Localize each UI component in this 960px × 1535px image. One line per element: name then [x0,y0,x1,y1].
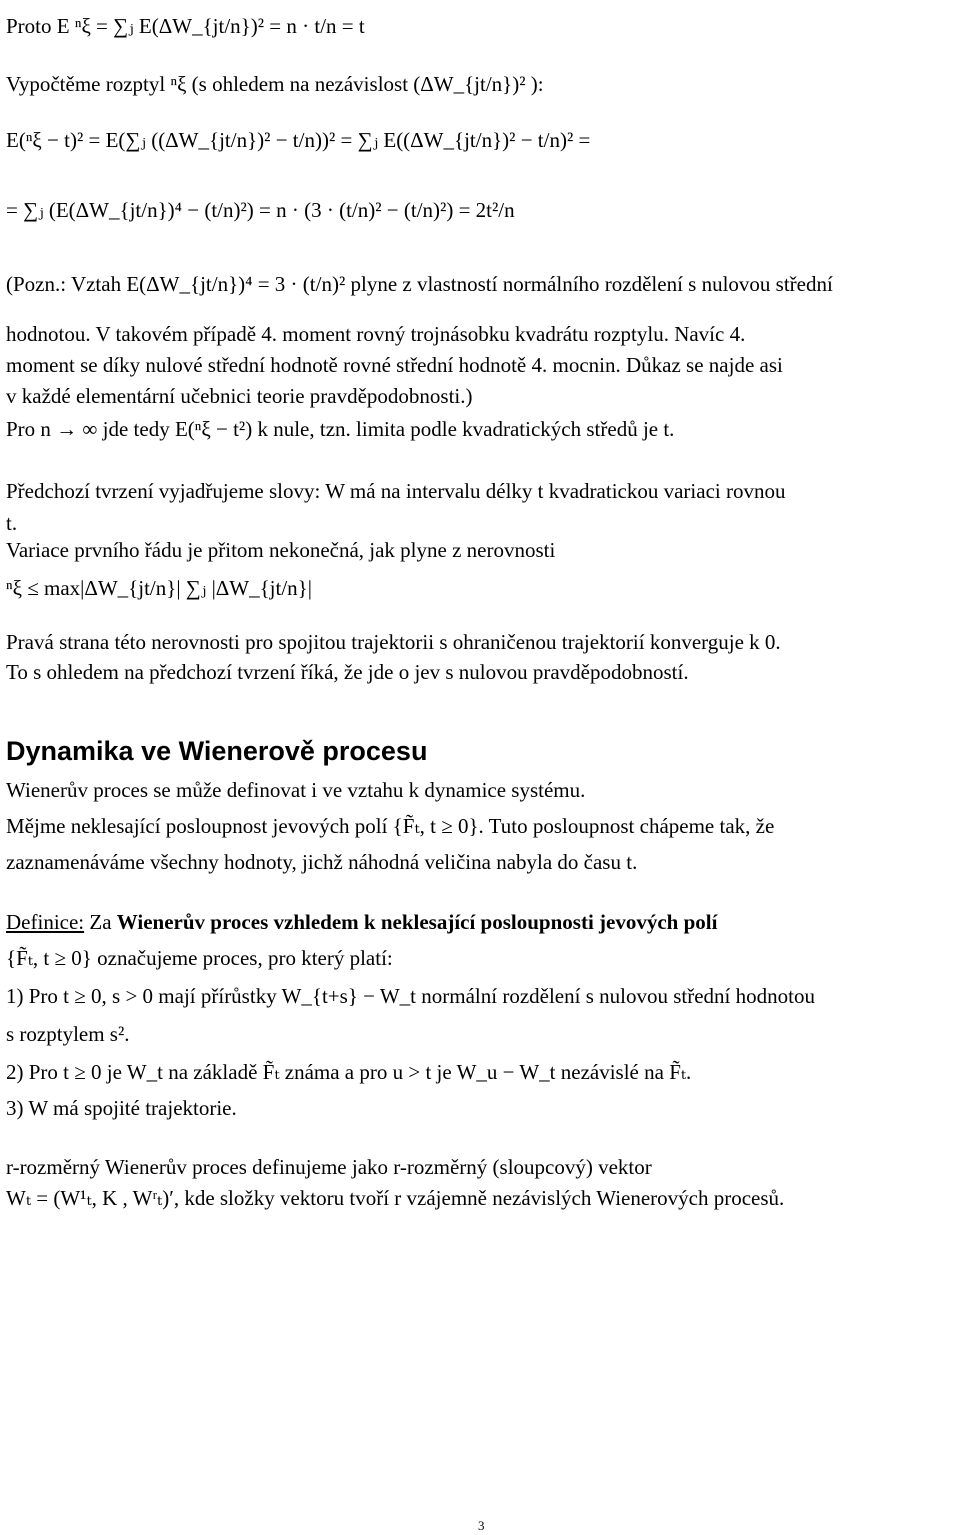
text-line: v každé elementární učebnici teorie pravděpodobnosti.) [6,384,473,408]
equation-line: E(ⁿξ − t)² = E(∑ⱼ ((ΔW_{jt/n})² − t/n))² = ∑ⱼ E((ΔW_{jt/n})² − t/n)² = [6,128,591,152]
text-line: s rozptylem s². [6,1022,130,1046]
definition-pre: Za [84,910,117,934]
text-line: Předchozí tvrzení vyjadřujeme slovy: W má na intervalu délky t kvadratickou variaci rovnou [6,479,786,503]
list-item: 1) Pro t ≥ 0, s > 0 mají přírůstky W_{t+s} − W_t normální rozdělení s nulovou střední hodnotou [6,984,815,1008]
section-heading: Dynamika ve Wienerově procesu [6,736,428,766]
page-number: 3 [478,1518,485,1533]
list-item: 3) W má spojité trajektorie. [6,1096,237,1120]
text-line: t. [6,511,18,535]
text-line: moment se díky nulové střední hodnotě rovné střední hodnotě 4. mocnin. Důkaz se najde asi [6,353,783,377]
text-line: Mějme neklesající posloupnost jevových polí {F̃ₜ, t ≥ 0}. Tuto posloupnost chápeme tak, že [6,814,775,838]
equation-line: = ∑ⱼ (E(ΔW_{jt/n})⁴ − (t/n)²) = n · (3 · (t/n)² − (t/n)²) = 2t²/n [6,198,515,222]
text-line: To s ohledem na předchozí tvrzení říká, že jde o jev s nulovou pravděpodobností. [6,660,689,684]
text-line: zaznamenáváme všechny hodnoty, jichž náhodná veličina nabyla do času t. [6,850,638,874]
text-line: Proto E ⁿξ = ∑ⱼ E(ΔW_{jt/n})² = n · t/n = t [6,14,365,38]
text-line: {F̃ₜ, t ≥ 0} označujeme proces, pro který platí: [6,946,393,970]
definition-label: Definice: [6,910,85,934]
definition-term: Wienerův proces vzhledem k neklesající posloupnosti jevových polí [116,910,718,934]
equation-line: ⁿξ ≤ max|ΔW_{jt/n}| ∑ⱼ |ΔW_{jt/n}| [6,576,312,600]
text-line: hodnotou. V takovém případě 4. moment rovný trojnásobku kvadrátu rozptylu. Navíc 4. [6,322,746,346]
text-line: Wₜ = (W¹ₜ, K , Wʳₜ)′, kde složky vektoru tvoří r vzájemně nezávislých Wienerových procesů. [6,1186,785,1210]
text-line: Variace prvního řádu je přitom nekonečná, jak plyne z nerovnosti [6,538,556,562]
text-line: Wienerův proces se může definovat i ve vztahu k dynamice systému. [6,778,586,802]
text-line: Pro n → ∞ jde tedy E(ⁿξ − t²) k nule, tzn. limita podle kvadratických středů je t. [6,417,675,441]
text-line: (Pozn.: Vztah E(ΔW_{jt/n})⁴ = 3 · (t/n)² plyne z vlastností normálního rozdělení s nulovou střední [6,272,833,296]
text-line: Vypočtěme rozptyl ⁿξ (s ohledem na nezávislost (ΔW_{jt/n})² ): [6,72,544,96]
text-line: Pravá strana této nerovnosti pro spojitou trajektorii s ohraničenou trajektorií konverguje k 0. [6,630,781,654]
definition-line [6,910,717,934]
text-line: r-rozměrný Wienerův proces definujeme jako r-rozměrný (sloupcový) vektor [6,1155,652,1179]
list-item: 2) Pro t ≥ 0 je W_t na základě F̃ₜ známa a pro u > t je W_u − W_t nezávislé na F̃ₜ. [6,1060,692,1084]
